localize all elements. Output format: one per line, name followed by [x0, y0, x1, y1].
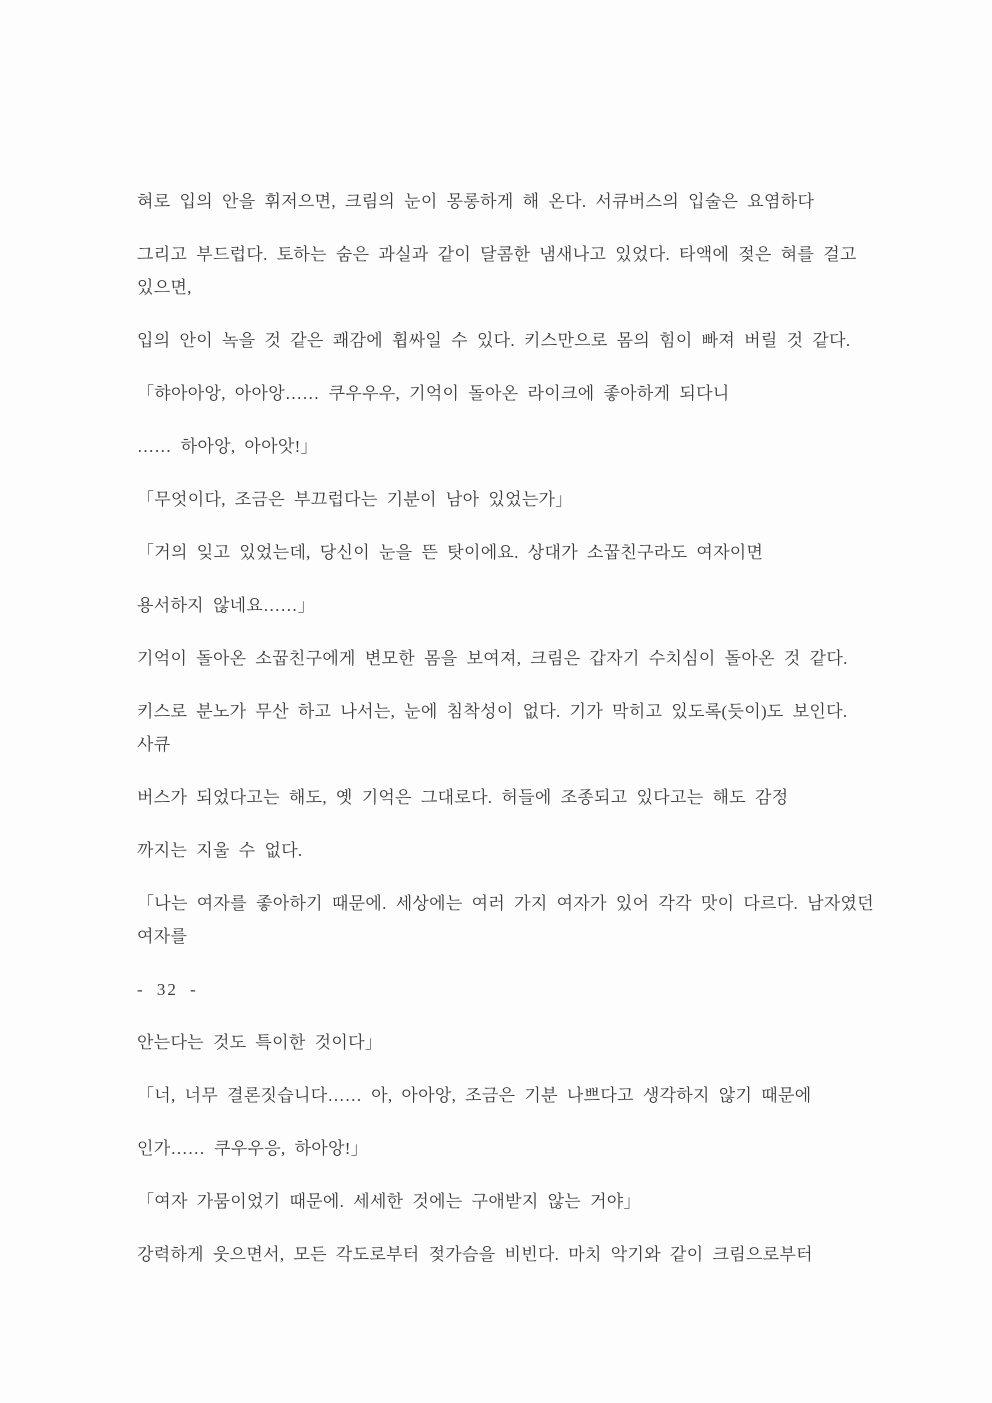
- text-line: 「여자 가뭄이었기 때문에. 세세한 것에는 구애받지 않는 거야」: [137, 1192, 641, 1211]
- text-line: 「너, 너무 결론짓습니다…… 아, 아아앙, 조금은 기분 나쁘다고 생각하지 않기 때문에: [137, 1086, 812, 1105]
- text-content: [137, 185, 874, 1291]
- paragraph: [137, 781, 865, 814]
- paragraph: [137, 238, 865, 304]
- paragraph: [137, 324, 865, 357]
- paragraph: [137, 536, 865, 569]
- paragraph: [137, 1026, 865, 1059]
- paragraph: [137, 887, 874, 953]
- text-line: 키스로 분노가 무산 하고 나서는, 눈에 침착성이 없다. 기가 막히고 있도록(듯이)도 보인다.: [137, 702, 848, 721]
- text-line: 사큐: [137, 735, 171, 754]
- text-line: 「무엇이다, 조금은 부끄럽다는 기분이 남아 있었는가」: [137, 490, 573, 509]
- page-number-text: - 32 -: [137, 980, 198, 999]
- paragraph: [137, 1238, 865, 1271]
- text-line: 용서하지 않네요……」: [137, 596, 316, 615]
- text-line: 기억이 돌아온 소꿉친구에게 변모한 몸을 보여져, 크림은 갑자기 수치심이 돌아온 것 같다.: [137, 649, 848, 668]
- text-line: 혀로 입의 안을 휘저으면, 크림의 눈이 몽롱하게 해 온다. 서큐버스의 입술은 요염하다: [137, 192, 815, 211]
- paragraph: [137, 1132, 865, 1165]
- paragraph: [137, 185, 865, 218]
- text-line: 「거의 잊고 있었는데, 당신이 눈을 뜬 탓이에요. 상대가 소꿉친구라도 여자이면: [137, 543, 764, 562]
- paragraph: [137, 589, 865, 622]
- text-line: 있으면,: [137, 278, 192, 297]
- paragraph: [137, 377, 865, 410]
- text-line: 버스가 되었다고는 해도, 옛 기억은 그대로다. 허들에 조종되고 있다고는 해도 감정: [137, 788, 789, 807]
- text-line: 그리고 부드럽다. 토하는 숨은 과실과 같이 달콤한 냄새나고 있었다. 타액에 젖은 혀를 걸고: [137, 245, 857, 264]
- text-line: 인가…… 쿠우우응, 하아앙!」: [137, 1139, 369, 1158]
- paragraph: [137, 1185, 865, 1218]
- paragraph: [137, 430, 865, 463]
- paragraph: [137, 1079, 865, 1112]
- paragraph: [137, 695, 865, 761]
- text-line: 까지는 지울 수 없다.: [137, 841, 303, 860]
- text-line: 여자를: [137, 927, 188, 946]
- paragraph: [137, 642, 865, 675]
- text-line: …… 하아앙, 아아앗!」: [137, 437, 318, 456]
- text-line: 「나는 여자를 좋아하기 때문에. 세상에는 여러 가지 여자가 있어 각각 맛이 다르다. 남자였던: [137, 894, 874, 913]
- text-line: 「햐아아앙, 아아앙…… 쿠우우우, 기억이 돌아온 라이크에 좋아하게 되다니: [137, 384, 730, 403]
- page-number: [137, 973, 865, 1006]
- text-line: 안는다는 것도 특이한 것이다」: [137, 1033, 383, 1052]
- paragraph: [137, 483, 865, 516]
- paragraph: [137, 834, 865, 867]
- text-line: 입의 안이 녹을 것 같은 쾌감에 휩싸일 수 있다. 키스만으로 몸의 힘이 빠져 버릴 것 같다.: [137, 331, 851, 350]
- text-line: 강력하게 웃으면서, 모든 각도로부터 젖가슴을 비빈다. 마치 악기와 같이 크림으로부터: [137, 1245, 813, 1264]
